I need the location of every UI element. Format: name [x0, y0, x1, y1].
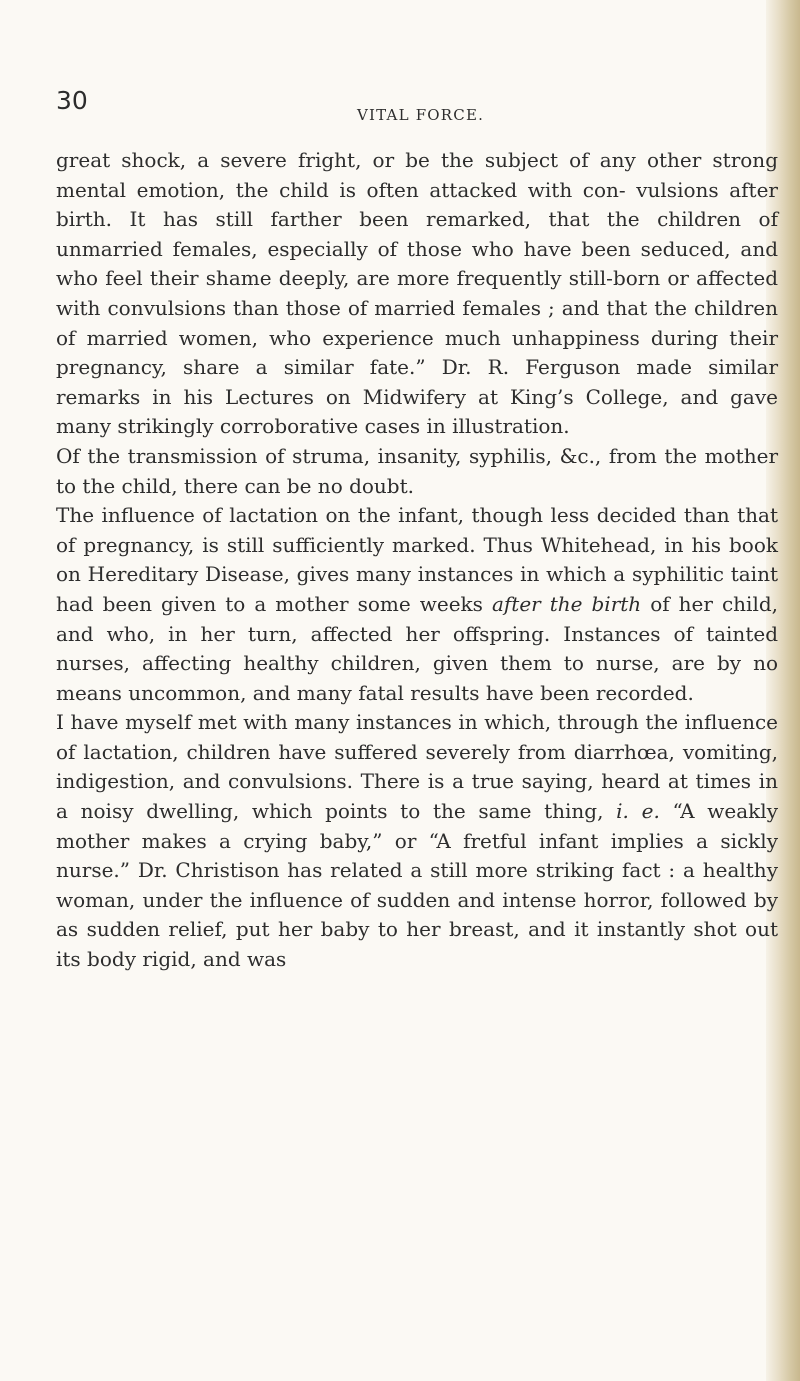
paragraph: The influence of lactation on the infant, though less decided than that of pregnancy, is still sufficiently marked. Thus Whitehead, in his book on Hereditary Disease, gives many instances in which a syphilitic taint had been given to a mother some weeks after the birth of her child, and who, in her turn, affected her offspring. Instances of tainted nurses, affecting healthy children, given them to nurse, are by no means uncommon, and many fatal results have been recorded.: [56, 503, 779, 705]
page-number: 30: [56, 86, 88, 115]
italic-phrase: i. e.: [616, 799, 660, 824]
running-title: VITAL FORCE.: [357, 106, 485, 124]
paragraph: Of the transmission of struma, insanity, syphilis, &c., from the mother to the child, there can be no doubt.: [56, 443, 778, 498]
paragraph: I have myself met with many instances in which, through the influence of lactation, children have suffered severely from diarrhœa, vomiting, indigestion, and convulsions. There is a true saying, heard at times in a noisy dwelling, which points to the same thing, i. e. “A weakly mother makes a crying baby,” or “A fretful infant implies a sickly nurse.” Dr. Christison has related a still more striking fact : a healthy woman, under the influence of sudden and intense horror, followed by as sudden relief, put her baby to her breast, and it instantly shot out its body rigid, and was: [56, 710, 778, 972]
paragraph: great shock, a severe fright, or be the subject of any other strong mental emotion, the child is often attacked with con- vulsions after birth. It has still farther been remarked, that the children of unmarried females, especially of those who have been seduced, and who feel their shame deeply, are more frequently still-born or affected with convulsions than those of married females ; and that the children of married women, who experience much unhappiness during their pregnancy, share a similar fate.” Dr. R. Ferguson made similar remarks in his Lectures on Midwifery at King’s College, and gave many strikingly corroborative cases in illustration.: [56, 148, 778, 439]
italic-phrase: after the birth: [491, 591, 642, 616]
body-text: [56, 146, 778, 975]
